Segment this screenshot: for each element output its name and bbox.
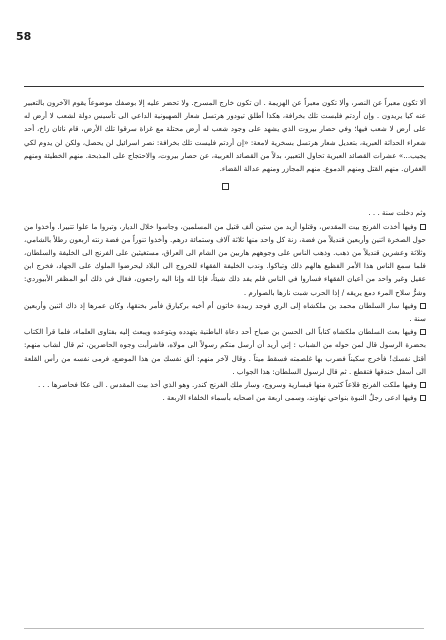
square-bullet-icon	[420, 224, 426, 230]
footer-rule	[24, 628, 424, 629]
list-item	[24, 220, 426, 299]
list-item	[24, 391, 426, 404]
list-item-text: وفيها ادعى رجلٌ النبوة بنواحي نهاوند، وسمى اربعة من اصحابه بأسماء الخلفاء الاربعة .	[162, 393, 417, 403]
square-marker-icon	[222, 183, 229, 190]
section-break	[24, 181, 426, 194]
header-rule	[24, 86, 424, 87]
square-bullet-icon	[420, 382, 426, 388]
list-item	[24, 299, 426, 325]
section-heading: وثم دخلت سنة . . .	[368, 208, 426, 218]
list-item-text: وفيها أخذت الفرنج بيت المقدس، وقتلوا أزيد من ستين ألف قتيل من المسلمين، وجاسوا خلال الديار، وتبروا ما علوا تتبيرا. وأخذوا من حول الصخرة اثنين وأربعين قنديلاً من فضة، زنة كل واحد منها ثلاثة آلاف وستمائة درهم. وأخذوا تنوراً من فضة زنته أربعون رطلاً بالشامي، وثلاثة وعشرين قنديلاً من ذهب. وذهب الناس على وجوههم هاربين من الشام الى العراق، مستغيثين على الفرنج الى الخليفة والسلطان، فلما سمع الناس هذا الأمر الفظيع هالهم ذلك وتباكوا. وندب الخليفة الفقهاء للخروج الى البلاد ليحرضوا الملوك على الجهاد، فخرج ابن عقيل وغير واحد من أعيان الفقهاء فساروا في الناس فلم يفد ذلك شيئاً، فإنا لله وإنا اليه راجعون، فقال في ذلك أبو المظفر الأبيوردي: وشرُّ سلاح المرء دمع يريقه / إذا الحرب شبت نارها بالصوارم .	[24, 221, 426, 297]
intro-paragraph: ألا تكون معبراً عن النصر، وألا تكون معبراً عن الهزيمة . ان تكون خارج المسرح. ولا تحضر عليه إلا بوصفك موضوعاً يقوم الآخرون بالتعبير عنه كيا يريدون . وإن أردتم فلبست تلك بخرافة، هكذا أطلق تيودور هرتسل شعار الصهيونية الداعي الى تأسيس دولة لشعب لا أرض له على أرض لا شعب فيها؛ وفي حصار بيروت الذي يشهد على وجود شعب له أرض محتلة مع غزاة سرقوا تلك الأرض، قام نائان زاخ، أحد شعراء الحداثة العبرية، بتعديل شعار هرتسل بسخرية لامعة: «إن أردتم فليست تلك بخرافة: نصر اسرائيل لن يحصل، ولكن لن يدوم لكي يجيب...» عشرات القصائد العبرية تحاول التعبير، بدلاً من القصائد العربية، عن حصار بيروت، والاحتجاج على المذبحة. منهم الخطيئة ومنهم الغفران. منهم القتل ومنهم الدموع. منهم المجازر ومنهم عدالة القضاء.	[24, 98, 426, 174]
list-item	[24, 378, 426, 391]
square-bullet-icon	[420, 329, 426, 335]
list-item-text: وفيها بعث السلطان ملكشاه كتاباً الى الحسن بن صباح أحد دعاة الباطنية يتهدده ويتوعده ويبعث إليه بفتاوى العلماء، فلما قرأ الكتاب بحضرة الرسول قال لمن حوله من الشباب : إني أريد أن أرسل منكم رسولاً الى مولاه، فاشرأبت وجوه الحاضرين، ثم قال لشاب منهم: أقتل نفسك! فأخرج سكيناً فضرب بها غلصمته فسقط ميتاً . وقال لآخر منهم: ألق نفسك من هذا الموضع، فرمى نفسه من رأس القلعة الى أسفل خندقها فتقطع . ثم قال لرسول السلطان: هذا الجواب .	[24, 327, 426, 376]
list-item	[24, 325, 426, 378]
list-item-text: وفيها ملكت الفرنج قلاعاً كثيرة منها قيسارية وسروج، وسار ملك الفرنج كندر. وهو الذي أخذ بيت المقدس . الى عكا فحاصرها . . .	[37, 380, 417, 390]
square-bullet-icon	[420, 303, 426, 309]
square-bullet-icon	[420, 395, 426, 401]
page-number: 58	[16, 30, 32, 43]
list-item-text: وفيها سار السلطان محمد بن ملكشاه إلى الري فوجد زبيدة خاتون أم أخيه بركيارق فأمر بخنقها، وكان عمرها إذ ذاك اثنين وأربعين سنة .	[24, 300, 426, 324]
body-text	[24, 96, 426, 404]
